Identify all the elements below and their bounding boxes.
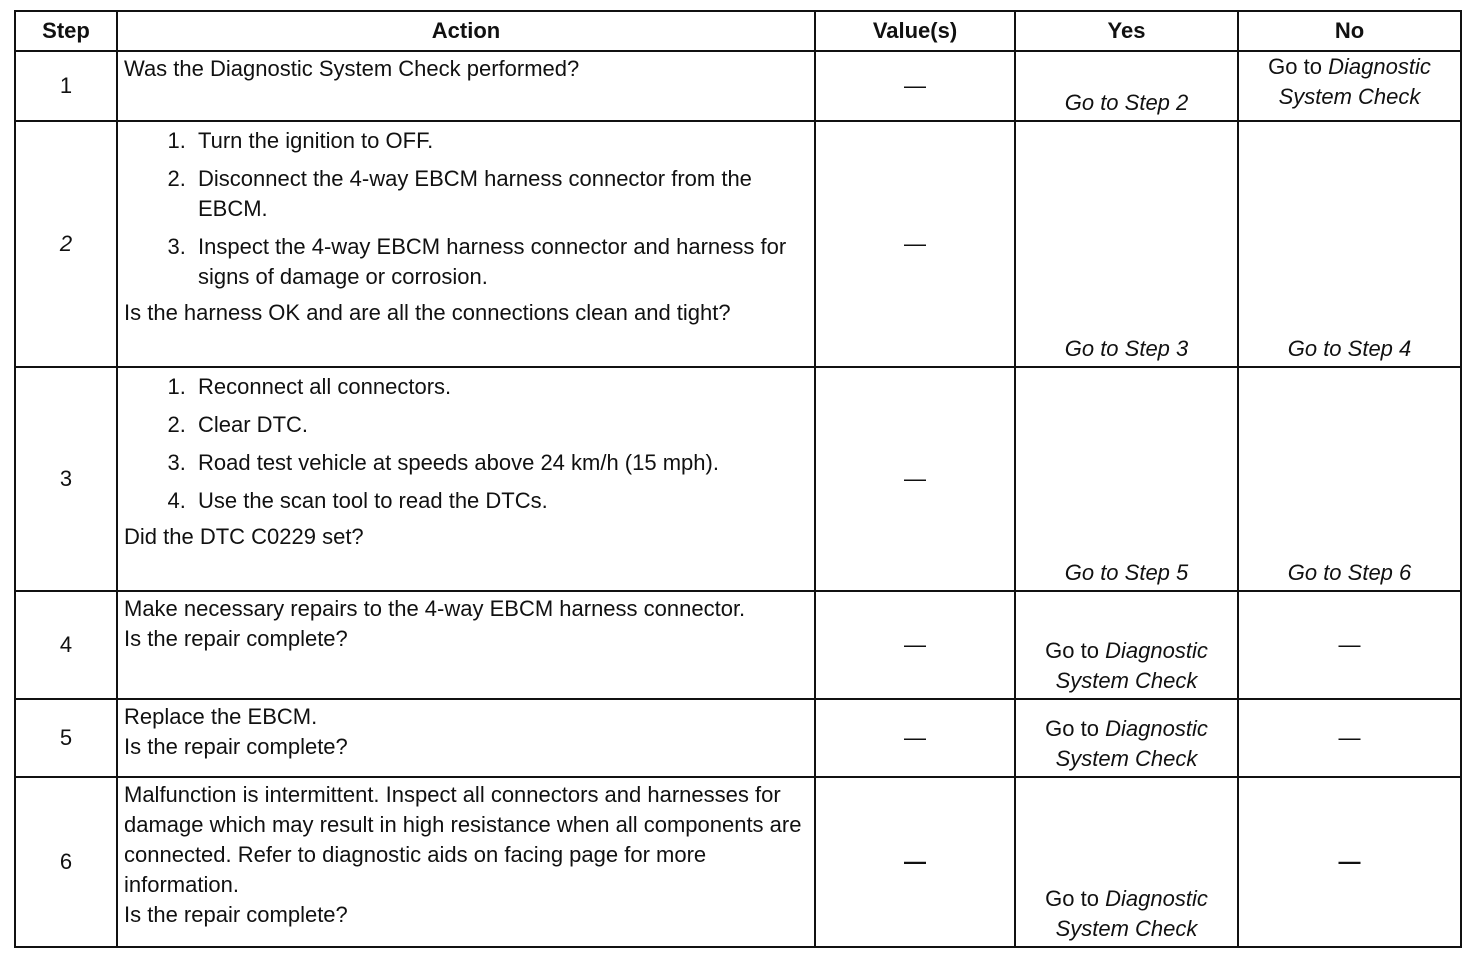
action-step: 1. Turn the ignition to OFF.	[192, 126, 810, 156]
yes-prefix: Go to	[1045, 638, 1099, 663]
yes-link[interactable]: Go to Step 5	[1015, 367, 1238, 591]
action-question: Was the Diagnostic System Check performed?	[124, 56, 580, 81]
table-row	[15, 121, 1461, 367]
action-text: Replace the EBCM.	[124, 704, 318, 729]
action-question: Is the repair complete?	[124, 902, 348, 927]
action-cell	[117, 777, 815, 947]
step-number: 4	[15, 591, 117, 699]
action-step: 2. Disconnect the 4-way EBCM harness connector from the EBCM.	[192, 164, 810, 224]
no-cell	[1238, 51, 1461, 121]
header-row	[15, 11, 1461, 51]
action-text: Make necessary repairs to the 4-way EBCM harness connector.	[124, 596, 746, 621]
action-text: Malfunction is intermittent. Inspect all connectors and harnesses for damage which may result in high resistance when all components are connected. Refer to diagnostic aids on facing page for more information.	[124, 782, 802, 897]
yes-link-system-check[interactable]: System Check	[1055, 746, 1198, 771]
yes-cell	[1015, 699, 1238, 777]
step-number: 5	[15, 699, 117, 777]
action-steps	[124, 126, 810, 292]
header-no: No	[1238, 11, 1461, 51]
action-question: Is the repair complete?	[124, 734, 348, 759]
table-row	[15, 699, 1461, 777]
yes-cell	[1015, 591, 1238, 699]
yes-link-diagnostic[interactable]: Diagnostic	[1105, 716, 1208, 741]
action-cell	[117, 699, 815, 777]
action-step: 2. Clear DTC.	[192, 410, 810, 440]
action-question: Did the DTC C0229 set?	[124, 524, 364, 549]
action-step: 3. Road test vehicle at speeds above 24 km/h (15 mph).	[192, 448, 810, 478]
action-step: 4. Use the scan tool to read the DTCs.	[192, 486, 810, 516]
no-link-diagnostic[interactable]: Diagnostic	[1328, 54, 1431, 79]
yes-link-system-check[interactable]: System Check	[1055, 668, 1198, 693]
yes-prefix: Go to	[1045, 886, 1099, 911]
action-cell	[117, 591, 815, 699]
value-cell: —	[815, 591, 1015, 699]
action-question: Is the harness OK and are all the connections clean and tight?	[124, 300, 731, 325]
yes-link[interactable]: Go to Step 2	[1015, 51, 1238, 121]
action-step: 3. Inspect the 4-way EBCM harness connector and harness for signs of damage or corrosion.	[192, 232, 810, 292]
value-cell: —	[815, 51, 1015, 121]
action-question: Is the repair complete?	[124, 626, 348, 651]
header-values: Value(s)	[815, 11, 1015, 51]
yes-link-system-check[interactable]: System Check	[1055, 916, 1198, 941]
action-cell	[117, 51, 815, 121]
action-step: 1. Reconnect all connectors.	[192, 372, 810, 402]
yes-cell	[1015, 777, 1238, 947]
no-cell: —	[1238, 777, 1461, 947]
value-cell: —	[815, 367, 1015, 591]
yes-link-diagnostic[interactable]: Diagnostic	[1105, 638, 1208, 663]
value-cell: —	[815, 777, 1015, 947]
yes-link[interactable]: Go to Step 3	[1015, 121, 1238, 367]
table-row	[15, 777, 1461, 947]
no-cell: —	[1238, 591, 1461, 699]
step-number: 3	[15, 367, 117, 591]
table-row	[15, 51, 1461, 121]
value-cell: —	[815, 121, 1015, 367]
yes-link-diagnostic[interactable]: Diagnostic	[1105, 886, 1208, 911]
header-yes: Yes	[1015, 11, 1238, 51]
table-row	[15, 367, 1461, 591]
action-steps	[124, 372, 810, 516]
no-link[interactable]: Go to Step 4	[1238, 121, 1461, 367]
action-cell	[117, 367, 815, 591]
step-number: 1	[15, 51, 117, 121]
header-action: Action	[117, 11, 815, 51]
no-cell: —	[1238, 699, 1461, 777]
yes-prefix: Go to	[1045, 716, 1099, 741]
table-row	[15, 591, 1461, 699]
no-prefix: Go to	[1268, 54, 1322, 79]
diagnostic-table	[14, 10, 1462, 948]
header-step: Step	[15, 11, 117, 51]
step-number: 2	[15, 121, 117, 367]
value-cell: —	[815, 699, 1015, 777]
action-cell	[117, 121, 815, 367]
step-number: 6	[15, 777, 117, 947]
no-link-system-check[interactable]: System Check	[1278, 84, 1421, 109]
no-link[interactable]: Go to Step 6	[1238, 367, 1461, 591]
